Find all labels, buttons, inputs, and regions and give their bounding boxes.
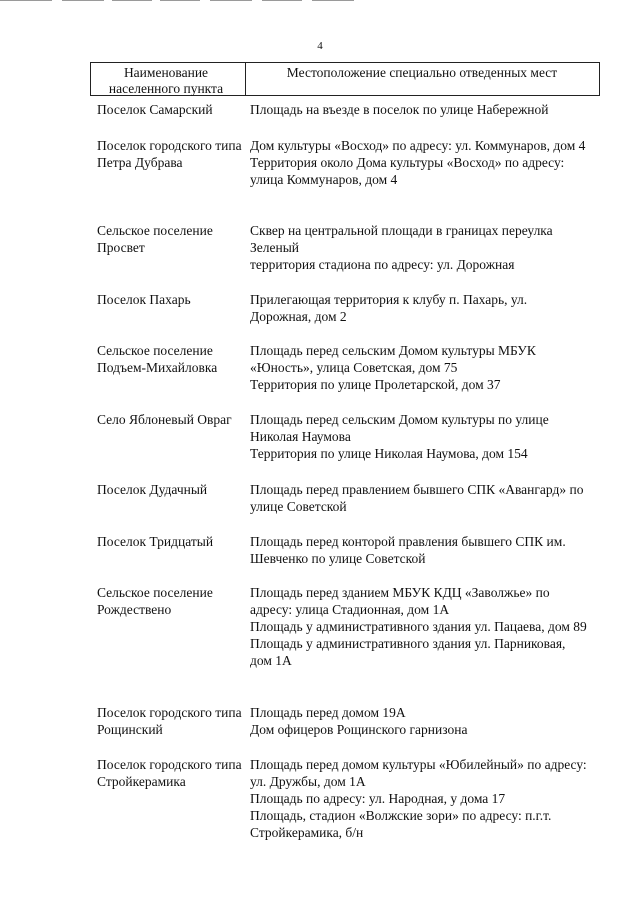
location-item: Площадь перед домом 19А: [250, 705, 406, 720]
top-rule: [160, 0, 200, 1]
location-item: Площадь перед сельским Домом культуры МБУК «Юность», улица Советская, дом 75: [250, 343, 536, 375]
location-list: [250, 481, 590, 515]
location-item: Сквер на центральной площади в границах переулка Зеленый: [250, 223, 553, 255]
location-item: Территория по улице Николая Наумова, дом 154: [250, 446, 528, 461]
location-item: Территория по улице Пролетарской, дом 37: [250, 377, 501, 392]
settlement-name: Сельское поселение Просвет: [97, 223, 213, 255]
top-rule: [312, 0, 354, 1]
header-location: Местоположение специально отведенных мест: [286, 65, 558, 80]
settlement-name: Поселок Тридцатый: [97, 534, 214, 549]
location-list: [250, 101, 590, 118]
settlement-name: Поселок городского типа Петра Дубрава: [97, 138, 242, 170]
header-divider: [245, 63, 246, 95]
settlement-name: Поселок городского типа Рощинский: [97, 705, 242, 737]
location-item: Площадь, стадион «Волжские зори» по адресу: п.г.т. Стройкерамика, б/н: [250, 808, 552, 840]
settlement-name: Поселок Дудачный: [97, 482, 208, 497]
location-list: [250, 756, 590, 841]
settlement-name: Сельское поселение Подъем-Михайловка: [97, 343, 218, 375]
location-item: Территория около Дома культуры «Восход» по адресу: улица Коммунаров, дом 4: [250, 155, 565, 187]
table-header: [90, 62, 600, 96]
location-item: Площадь перед правлением бывшего СПК «Авангард» по улице Советской: [250, 482, 584, 514]
location-item: Площадь на въезде в поселок по улице Набережной: [250, 102, 549, 117]
settlement-name: Село Яблоневый Овраг: [97, 412, 232, 427]
top-rule: [262, 0, 302, 1]
location-item: Площадь у административного здания ул. Пацаева, дом 89: [250, 619, 587, 634]
location-item: Прилегающая территория к клубу п. Пахарь, ул. Дорожная, дом 2: [250, 292, 528, 324]
location-item: Площадь у административного здания ул. Парниковая, дом 1А: [250, 636, 566, 668]
location-item: Дом культуры «Восход» по адресу: ул. Коммунаров, дом 4: [250, 138, 586, 153]
location-list: [250, 533, 590, 567]
location-item: Площадь по адресу: ул. Народная, у дома 17: [250, 791, 506, 806]
location-list: [250, 584, 590, 669]
location-list: [250, 411, 590, 462]
location-item: территория стадиона по адресу: ул. Дорожная: [250, 257, 515, 272]
settlement-name: Поселок Самарский: [97, 102, 213, 117]
location-item: Площадь перед сельским Домом культуры по улице Николая Наумова: [250, 412, 549, 444]
location-list: [250, 342, 590, 393]
settlement-name: Поселок Пахарь: [97, 292, 191, 307]
settlement-name: Поселок городского типа Стройкерамика: [97, 757, 242, 789]
top-rule: [112, 0, 152, 1]
location-list: [250, 222, 590, 273]
location-item: Площадь перед домом культуры «Юбилейный» по адресу: ул. Дружбы, дом 1А: [250, 757, 587, 789]
top-rule: [0, 0, 52, 1]
location-item: Дом офицеров Рощинского гарнизона: [250, 722, 468, 737]
header-settlement-name: Наименование населенного пункта: [108, 65, 224, 96]
location-item: Площадь перед конторой правления бывшего СПК им. Шевченко по улице Советской: [250, 534, 566, 566]
top-rule: [62, 0, 104, 1]
location-item: Площадь перед зданием МБУК КДЦ «Заволжье» по адресу: улица Стадионная, дом 1А: [250, 585, 550, 617]
location-list: [250, 704, 590, 738]
settlement-name: Сельское поселение Рождествено: [97, 585, 213, 617]
top-rule: [210, 0, 252, 1]
location-list: [250, 291, 590, 325]
location-list: [250, 137, 590, 188]
page-number: 4: [317, 40, 323, 52]
